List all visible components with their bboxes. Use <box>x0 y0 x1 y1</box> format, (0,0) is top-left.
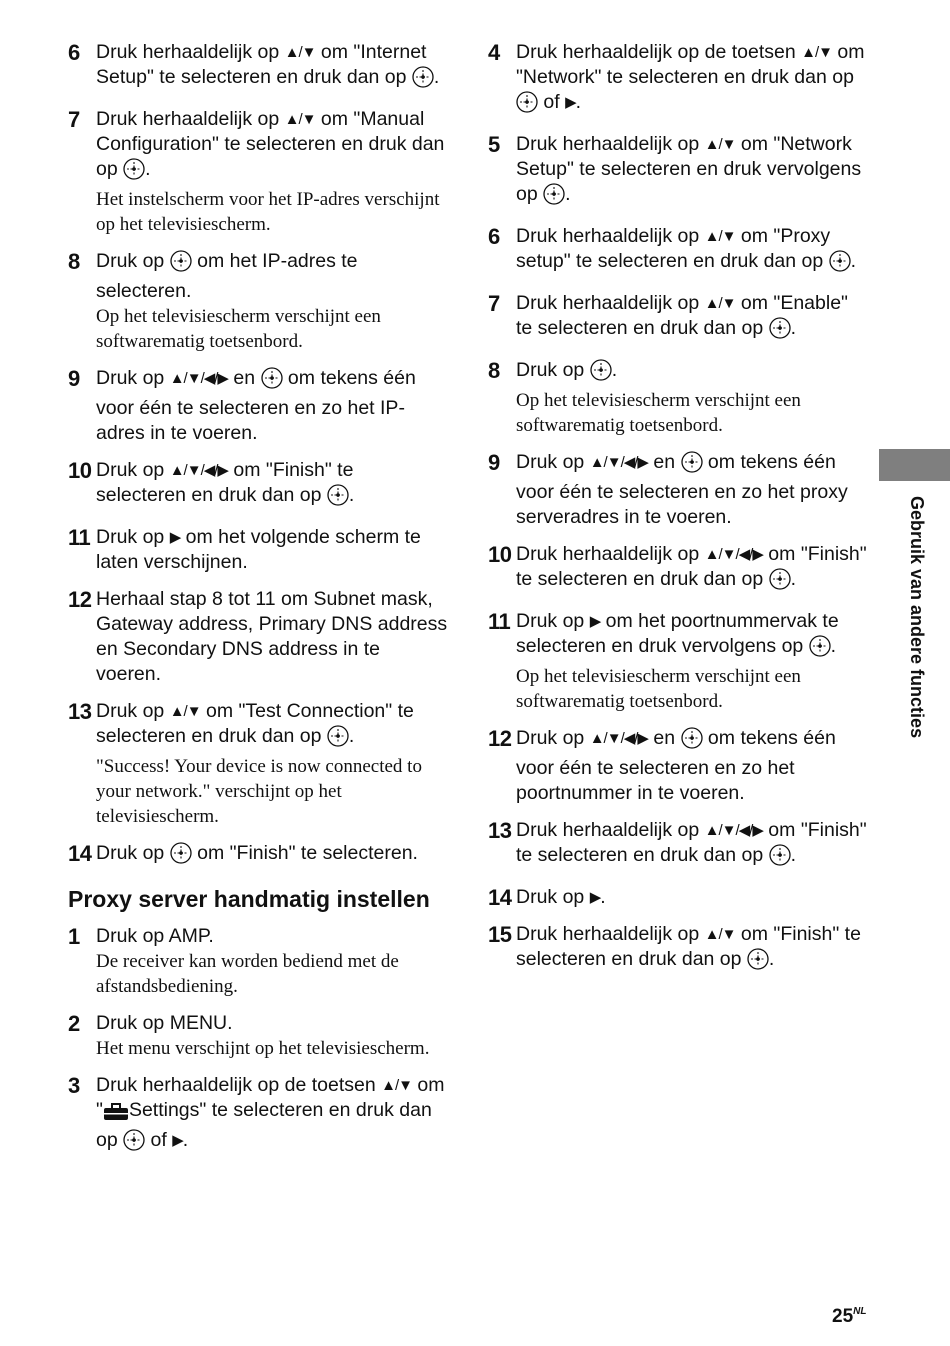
arrow-keys-icon: ▶ <box>589 889 601 906</box>
step-number: 5 <box>488 132 501 157</box>
step-instruction: Druk op MENU. <box>96 1012 233 1034</box>
instruction-step <box>68 249 448 354</box>
instruction-step <box>488 291 868 346</box>
step-number: 12 <box>68 587 92 612</box>
step-number: 14 <box>68 841 92 866</box>
step-instruction: Druk herhaaldelijk op de toetsen ▲/▼ om " Settings" te selecteren en druk dan op of ▶. <box>96 1073 448 1158</box>
page-number-value: 25 <box>832 1306 854 1327</box>
step-number: 15 <box>488 922 512 947</box>
enter-button-icon <box>681 727 703 756</box>
step-number: 13 <box>488 818 512 843</box>
enter-button-icon <box>516 91 538 120</box>
enter-button-icon <box>327 484 349 513</box>
enter-button-icon <box>590 359 612 388</box>
step-instruction: Druk op om "Finish" te selecteren. <box>96 841 448 871</box>
arrow-keys-icon: ▲/▼ <box>169 703 201 720</box>
section-side-label: Gebruik van andere functies <box>907 496 927 739</box>
step-number: 9 <box>68 366 81 391</box>
step-number: 11 <box>68 525 91 550</box>
step-note: Het menu verschijnt op het televisiescherm. <box>96 1038 430 1059</box>
step-number: 4 <box>488 40 501 65</box>
step-instruction: Druk herhaaldelijk op ▲/▼ om "Proxy setup" te selecteren en druk dan op . <box>516 224 868 279</box>
instruction-step <box>68 1073 448 1158</box>
step-number: 3 <box>68 1073 81 1098</box>
enter-button-icon <box>123 158 145 187</box>
instruction-step <box>68 525 448 575</box>
step-instruction: Druk herhaaldelijk op de toetsen ▲/▼ om "Network" te selecteren en druk dan op of ▶. <box>516 40 868 120</box>
step-note: Op het televisiescherm verschijnt een softwarematig toetsenbord. <box>516 390 801 436</box>
arrow-keys-icon: ▶ <box>565 94 576 111</box>
step-instruction: Druk herhaaldelijk op ▲/▼/◀/▶ om "Finish" te selecteren en druk dan op . <box>516 542 868 597</box>
arrow-keys-icon: ▲/▼ <box>704 926 736 943</box>
step-number: 7 <box>488 291 501 316</box>
instruction-step <box>68 458 448 513</box>
enter-button-icon <box>769 317 791 346</box>
instruction-step <box>488 818 868 873</box>
step-number: 10 <box>68 458 92 483</box>
step-number: 6 <box>68 40 81 65</box>
section-side-tab <box>879 449 950 481</box>
arrow-keys-icon: ▶ <box>172 1132 183 1149</box>
page-number-suffix: NL <box>853 1306 867 1317</box>
settings-toolbox-icon <box>103 1103 129 1128</box>
step-instruction: Druk op ▲/▼/◀/▶ en om tekens één voor één te selecteren en zo het IP-adres in te voeren. <box>96 367 416 444</box>
step-number: 1 <box>68 924 81 949</box>
enter-button-icon <box>170 842 192 871</box>
left-column <box>68 40 448 1170</box>
instruction-step <box>488 726 868 806</box>
instruction-step <box>68 107 448 237</box>
step-number: 6 <box>488 224 501 249</box>
enter-button-icon <box>327 725 349 754</box>
instruction-step <box>68 40 448 95</box>
step-instruction: Druk herhaaldelijk op ▲/▼ om "Network Setup" te selecteren en druk vervolgens op . <box>516 132 868 212</box>
step-instruction: Druk op ▶ om het volgende scherm te laten verschijnen. <box>96 526 421 573</box>
arrow-keys-icon: ▲/▼ <box>284 44 316 61</box>
arrow-keys-icon: ▲/▼ <box>801 44 832 61</box>
page-number <box>832 1306 866 1328</box>
enter-button-icon <box>412 66 434 95</box>
enter-button-icon <box>170 250 192 279</box>
step-instruction: Druk op om het IP-adres te selecteren. <box>96 250 358 302</box>
step-number: 12 <box>488 726 512 751</box>
enter-button-icon <box>747 948 769 977</box>
instruction-step <box>488 358 868 438</box>
instruction-step <box>488 609 868 714</box>
arrow-keys-icon: ▲/▼/◀/▶ <box>169 462 228 479</box>
instruction-step <box>68 1011 448 1061</box>
section-heading: Proxy server handmatig instellen <box>68 886 430 912</box>
enter-button-icon <box>261 367 283 396</box>
step-instruction: Druk herhaaldelijk op ▲/▼ om "Enable" te selecteren en druk dan op . <box>516 291 868 346</box>
step-number: 2 <box>68 1011 81 1036</box>
step-number: 13 <box>68 699 92 724</box>
arrow-keys-icon: ▲/▼/◀/▶ <box>589 730 648 747</box>
step-instruction: Druk op ▶ om het poortnummervak te selecteren en druk vervolgens op . <box>516 609 868 664</box>
step-instruction: Druk op ▲/▼/◀/▶ om "Finish" te selecteren en druk dan op . <box>96 458 448 513</box>
enter-button-icon <box>681 451 703 480</box>
step-number: 8 <box>68 249 81 274</box>
arrow-keys-icon: ▲/▼/◀/▶ <box>169 370 228 387</box>
step-note: "Success! Your device is now connected to your network." verschijnt op het televisiescherm. <box>96 756 422 827</box>
instruction-step <box>488 40 868 120</box>
instruction-step <box>68 699 448 829</box>
step-instruction: Druk op ▲/▼ om "Test Connection" te selecteren en druk dan op . <box>96 699 448 754</box>
instruction-step <box>488 450 868 530</box>
step-number: 10 <box>488 542 512 567</box>
step-instruction: Druk herhaaldelijk op ▲/▼ om "Finish" te selecteren en druk dan op . <box>516 922 868 977</box>
step-number: 8 <box>488 358 501 383</box>
enter-button-icon <box>809 635 831 664</box>
step-note: Op het televisiescherm verschijnt een softwarematig toetsenbord. <box>516 666 801 712</box>
enter-button-icon <box>829 250 851 279</box>
arrow-keys-icon: ▶ <box>169 529 181 546</box>
arrow-keys-icon: ▲/▼ <box>704 295 736 312</box>
arrow-keys-icon: ▲/▼ <box>704 136 736 153</box>
instruction-step <box>68 366 448 446</box>
step-number: 11 <box>488 609 511 634</box>
step-instruction: Druk op ▲/▼/◀/▶ en om tekens één voor één te selecteren en zo het proxy serveradres in te voeren. <box>516 451 848 528</box>
step-note: De receiver kan worden bediend met de afstandsbediening. <box>96 951 399 997</box>
arrow-keys-icon: ▲/▼ <box>284 111 316 128</box>
instruction-step <box>488 922 868 977</box>
arrow-keys-icon: ▲/▼/◀/▶ <box>704 546 763 563</box>
enter-button-icon <box>543 183 565 212</box>
arrow-keys-icon: ▲/▼ <box>704 228 736 245</box>
step-number: 14 <box>488 885 512 910</box>
instruction-step <box>68 841 448 871</box>
instruction-step <box>488 132 868 212</box>
right-column <box>488 40 868 989</box>
enter-button-icon <box>769 568 791 597</box>
instruction-step <box>68 924 448 999</box>
step-number: 7 <box>68 107 81 132</box>
instruction-step <box>488 542 868 597</box>
step-instruction: Druk op ▲/▼/◀/▶ en om tekens één voor één te selecteren en zo het poortnummer in te voeren. <box>516 727 836 804</box>
instruction-step <box>488 885 868 910</box>
step-instruction: Druk herhaaldelijk op ▲/▼/◀/▶ om "Finish" te selecteren en druk dan op . <box>516 818 868 873</box>
step-instruction: Druk herhaaldelijk op ▲/▼ om "Manual Configuration" te selecteren en druk dan op . <box>96 107 448 187</box>
arrow-keys-icon: ▲/▼/◀/▶ <box>589 454 648 471</box>
step-instruction: Druk op ▶. <box>516 886 606 908</box>
instruction-step <box>488 224 868 279</box>
arrow-keys-icon: ▲/▼ <box>381 1077 412 1094</box>
step-instruction: Herhaal stap 8 tot 11 om Subnet mask, Gateway address, Primary DNS address en Secondary DNS address in te voeren. <box>96 588 448 685</box>
step-instruction: Druk op AMP. <box>96 925 214 947</box>
enter-button-icon <box>123 1129 145 1158</box>
step-instruction: Druk herhaaldelijk op ▲/▼ om "Internet Setup" te selecteren en druk dan op . <box>96 40 448 95</box>
instruction-step <box>68 587 448 687</box>
arrow-keys-icon: ▲/▼/◀/▶ <box>704 822 763 839</box>
step-instruction: Druk op . <box>516 358 868 388</box>
step-note: Het instelscherm voor het IP-adres verschijnt op het televisiescherm. <box>96 189 440 235</box>
step-note: Op het televisiescherm verschijnt een softwarematig toetsenbord. <box>96 306 381 352</box>
step-number: 9 <box>488 450 501 475</box>
enter-button-icon <box>769 844 791 873</box>
arrow-keys-icon: ▶ <box>589 613 601 630</box>
